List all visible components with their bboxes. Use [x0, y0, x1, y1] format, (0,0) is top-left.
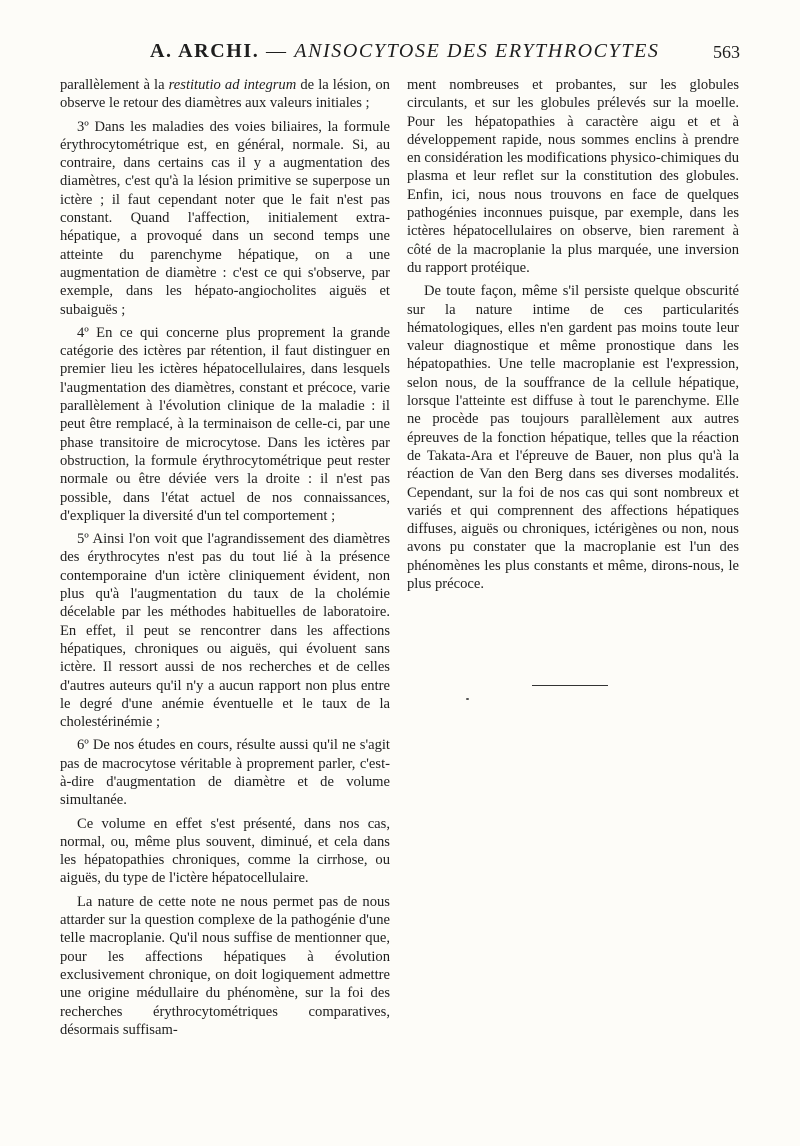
- paragraph: 5º Ainsi l'on voit que l'agrandissement des diamètres des érythrocytes n'est pas du tout lié à la présence contemporaine d'un ictère cliniquement évident, non plus qu'à l'augmentation du taux de la cholémie décelable par les méthodes habituelles de laboratoire. En effet, il peut se rencontrer dans les affections hépatiques, chroniques ou aiguës, qui évoluent sans ictère. Il ressort aussi de nos recherches et de celles d'autres auteurs qu'il n'y a aucun rapport non plus entre le degré d'une anémie éventuelle et le taux de la cholestérinémie ;: [60, 531, 390, 731]
- paragraph: De toute façon, même s'il persiste quelque obscurité sur la nature intime de ces particularités hématologiques, elles n'en gardent pas moins toute leur valeur diagnostique et même pronostique dans les hépatopathies. Une telle macroplanie est l'expression, selon nous, de la souffrance de la cellule hépatique, lorsque l'atteinte est diffuse à tout le parenchyme. Elle ne procède pas toujours parallèlement aux autres épreuves de la fonction hépatique, telles que la réaction de Takata-Ara et l'épreuve de Bauer, non plus qu'à la réaction de Van den Berg dans ses diverses modalités. Cependant, sur la foi de nos cas qui sont nombreux et variés et qui comprennent des affections hépatiques diffuses, aiguës ou chroniques, ictérigènes ou non, nous avons pu constater que la macroplanie est l'un des phénomènes les plus constants et même, dirons-nous, le plus précoce.: [407, 283, 739, 593]
- paragraph-tail: de la lésion, on observe le retour des diamètres aux valeurs initiales ;: [60, 77, 390, 112]
- paragraph: ment nombreuses et probantes, sur les globules circulants, et sur les globules prélevés sur la moelle. Pour les hépatopathies à caractère aigu et et à développement rapide, nous sommes enclins à prendre en considération les modifications physico-chimiques du plasma et leur reflet sur la constitution des globules. Enfin, ici, nous nous trouvons en face de quelques pathogénies inconnues puisque, par exemple, dans les ictères hépatocellulaires on observe, bien rarement à côté de la macroplanie la plus marquée, une inversion du rapport protéique.: [407, 77, 739, 276]
- article-subject: ANISOCYTOSE DES ERYTHROCYTES: [294, 40, 660, 62]
- paragraph-lead: parallèlement à la: [60, 77, 169, 93]
- left-column: [60, 76, 390, 1044]
- latin-phrase: restitutio ad integrum: [168, 77, 297, 93]
- right-column: [407, 76, 739, 598]
- running-title: [150, 40, 659, 63]
- paragraph: [60, 76, 390, 113]
- title-separator: —: [266, 40, 288, 62]
- paragraph: 6º De nos études en cours, résulte aussi qu'il ne s'agit pas de macrocytose véritable à proprement parler, c'est-à-dire d'augmentation de diamètre et de volume simultanée.: [60, 737, 390, 809]
- paragraph: 4º En ce qui concerne plus proprement la grande catégorie des ictères par rétention, il faut distinguer en premier lieu les ictères hépatocellulaires, dans lesquels l'augmentation des diamètres, constant et précoce, varie parallèlement à l'évolution clinique de la maladie : il peut être remplacé, à la terminaison de celle-ci, par une phase transitoire de microcytose. Dans les ictères par obstruction, la formule érythrocytométrique peut rester normale ou être déviée vers la droite : il n'est pas possible, dans l'état actuel de nos connaissances, d'expliquer la diversité d'un tel comportement ;: [60, 324, 390, 524]
- running-head: [60, 40, 750, 68]
- paragraph: 3º Dans les maladies des voies biliaires, la formule érythrocytométrique est, en général, normale. Si, au contraire, dans certains cas il y a augmentation des diamètres, c'est qu'à la lésion primitive se superpose un ictère ; il faut cependant noter que le fait n'est pas constant. Quand l'affection, initialement extra-hépatique, a provoqué dans un second temps une atteinte du parenchyme hépatique, on a une augmentation de diamètre : c'est ce qui s'observe, par exemple, dans les hépato-angiocholites aiguës et subaiguës ;: [60, 118, 390, 318]
- article-author: A. ARCHI.: [150, 40, 260, 62]
- print-speck: [466, 698, 469, 700]
- end-of-article-rule: [532, 685, 608, 686]
- page-number: 563: [713, 42, 740, 62]
- paragraph: Ce volume en effet s'est présenté, dans nos cas, normal, ou, même plus souvent, diminué, et cela dans les hépatopathies chroniques, comme la cirrhose, ou aiguës, du type de l'ictère hépatocellulaire.: [60, 815, 390, 887]
- paragraph: La nature de cette note ne nous permet pas de nous attarder sur la question complexe de la pathogénie d'une telle macroplanie. Qu'il nous suffise de mentionner que, pour les affections hépatiques à évolution exclusivement chronique, on doit logiquement admettre une origine médullaire du phénomène, sur la foi des recherches érythrocytométriques comparatives, désormais suffisam-: [60, 893, 390, 1038]
